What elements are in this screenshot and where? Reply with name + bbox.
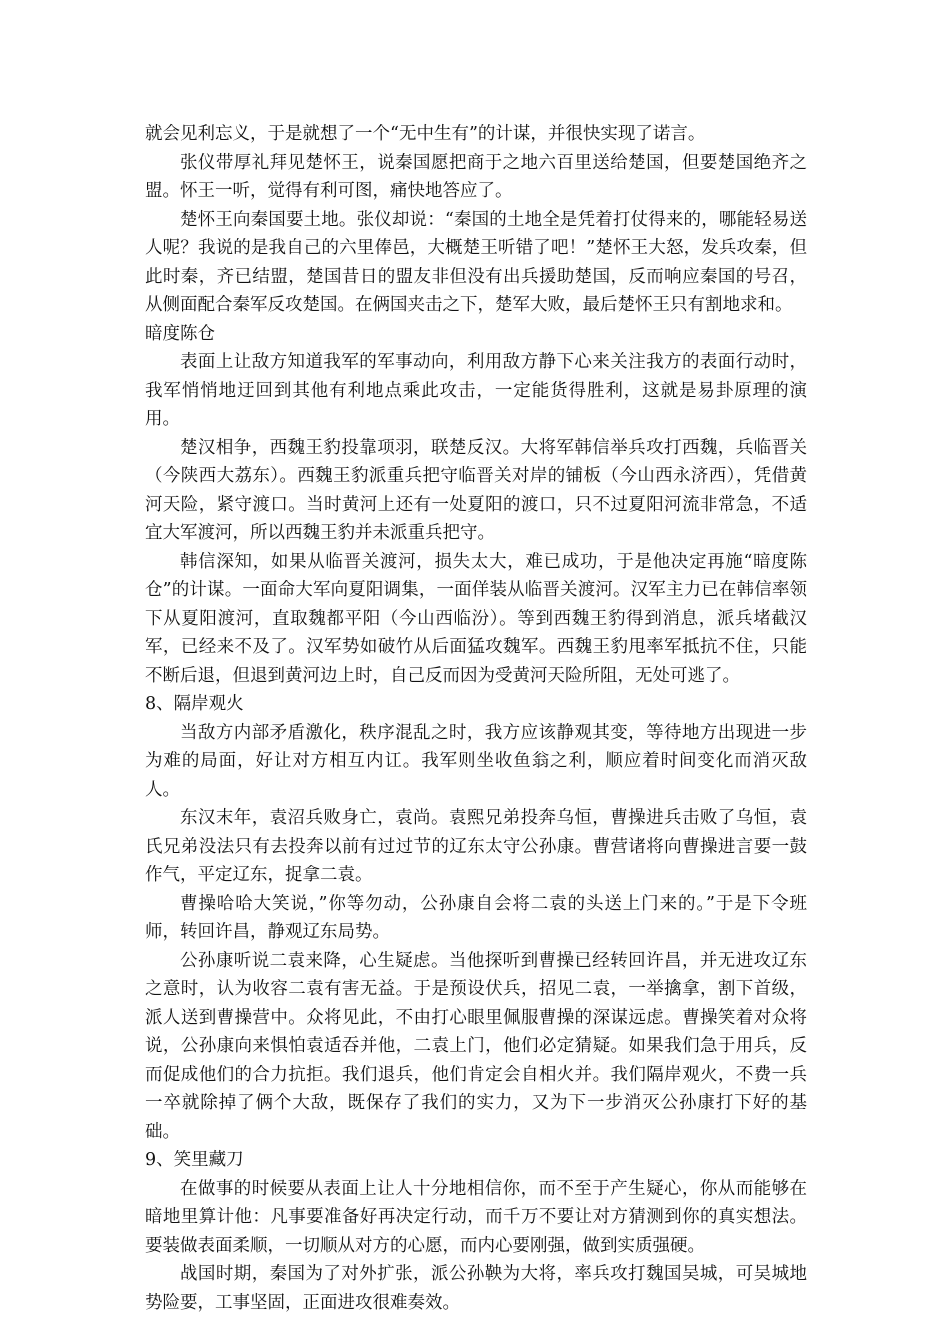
paragraph: 战国时期，秦国为了对外扩张，派公孙鞅为大将，率兵攻打魏国吴城，可吴城地势险要，工事坚固，正面进攻很难奏效。	[145, 1264, 807, 1313]
paragraph: 韩信深知，如果从临晋关渡河，损失太大，难已成功，于是他决定再施“暗度陈仓”的计谋。一面命大军向夏阳调集，一面佯装从临晋关渡河。汉军主力已在韩信率领下从夏阳渡河，直取魏都平阳（今山西临汾）。等到西魏王豹得到消息，派兵堵截汉军，已经来不及了。汉军势如破竹从后面猛攻魏军。西魏王豹甩率军抵抗不住，只能不断后退，但退到黄河边上时，自己反而因为受黄河天险所阻，无处可逃了。	[145, 551, 807, 686]
paragraph: 公孙康听说二袁来降，心生疑虑。当他探听到曹操已经转回许昌，并无进攻辽东之意时，认为收容二袁有害无益。于是预设伏兵，招见二袁，一举擒拿，割下首级，派人送到曹操营中。众将见此，不由打心眼里佩服曹操的深谋远虑。曹操笑着对众将说，公孙康向来惧怕袁适吞并他，二袁上门，他们必定猜疑。如果我们急于用兵，反而促成他们的合力抗拒。我们退兵，他们肯定会自相火并。我们隔岸观火，不费一兵一卒就除掉了俩个大敌，既保存了我们的实力，又为下一步消灭公孙康打下好的基础。	[145, 950, 807, 1142]
document-body	[145, 120, 807, 1317]
paragraph: 表面上让敌方知道我军的军事动向，利用敌方静下心来关注我方的表面行动时，我军悄悄地迂回到其他有利地点乘此攻击，一定能货得胜利，这就是易卦原理的演用。	[145, 352, 807, 429]
paragraph: 当敌方内部矛盾激化，秩序混乱之时，我方应该静观其变，等待地方出现进一步为难的局面，好让对方相互内讧。我军则坐收鱼翁之利，顺应着时间变化而消灭敌人。	[145, 722, 807, 800]
section-heading-andu-chencang: 暗度陈仓	[145, 323, 215, 344]
section-heading-8: 8、隔岸观火	[145, 694, 244, 714]
paragraph: 东汉末年，袁沼兵败身亡，袁尚。袁熙兄弟投奔乌恒，曹操进兵击败了乌恒，袁氏兄弟没法只有去投奔以前有过过节的辽东太守公孙康。曹营诸将向曹操进言要一鼓作气，平定辽东，捉拿二袁。	[145, 808, 807, 885]
paragraph: 就会见利忘义，于是就想了一个“无中生有”的计谋，并很快实现了诺言。	[145, 124, 706, 144]
section-heading-9: 9、笑里藏刀	[145, 1150, 244, 1170]
paragraph: 曹操哈哈大笑说，”你等勿动，公孙康自会将二袁的头送上门来的。”于是下令班师，转回许昌，静观辽东局势。	[145, 893, 807, 942]
paragraph: 楚汉相争，西魏王豹投靠项羽，联楚反汉。大将军韩信举兵攻打西魏，兵临晋关（今陕西大荔东）。西魏王豹派重兵把守临晋关对岸的铺板（今山西永济西），凭借黄河天险，紧守渡口。当时黄河上还有一处夏阳的渡口，只不过夏阳河流非常急，不适宜大军渡河，所以西魏王豹并未派重兵把守。	[145, 437, 807, 543]
paragraph: 楚怀王向秦国要土地。张仪却说：“秦国的土地全是凭着打仗得来的，哪能轻易送人呢？我说的是我自己的六里俸邑，大概楚王听错了吧！”楚怀王大怒，发兵攻秦，但此时秦，齐已结盟，楚国昔日的盟友非但没有出兵援助楚国，反而响应秦国的号召，从侧面配合秦军反攻楚国。在俩国夹击之下，楚军大败，最后楚怀王只有割地求和。	[145, 209, 807, 315]
paragraph: 张仪带厚礼拜见楚怀王，说秦国愿把商于之地六百里送给楚国，但要楚国绝齐之盟。怀王一听，觉得有利可图，痛快地答应了。	[145, 152, 807, 201]
paragraph: 在做事的时候要从表面上让人十分地相信你，而不至于产生疑心，你从而能够在暗地里算计他：凡事要准备好再决定行动，而千万不要让对方猜测到你的真实想法。要装做表面柔顺，一切顺从对方的心愿，而内心要刚强，做到实质强硬。	[145, 1178, 807, 1256]
